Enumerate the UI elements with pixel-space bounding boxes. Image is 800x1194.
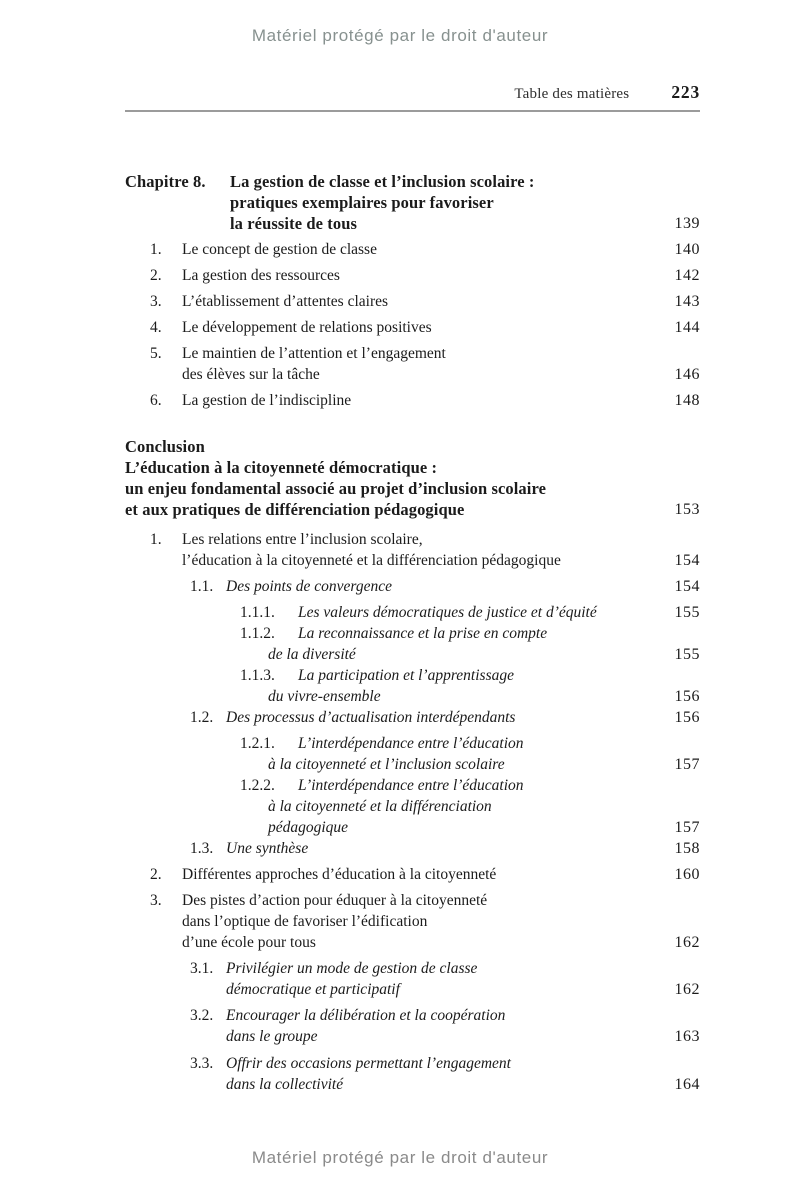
- running-title: Table des matières: [514, 86, 630, 102]
- toc-entry-text: L’établissement d’attentes claires: [182, 293, 389, 310]
- toc-entry-text: Des pistes d’action pour éduquer à la citoyenneté: [182, 892, 488, 909]
- toc-entry-line: [125, 958, 700, 979]
- toc-entry-number: 4.: [150, 319, 162, 336]
- toc-entry-line: [125, 291, 700, 312]
- toc-entry: [125, 707, 700, 728]
- toc-entry-line: [125, 796, 700, 817]
- toc-entry: [125, 171, 700, 234]
- toc-entry-line: [125, 457, 700, 478]
- toc-entry-number: 1.1.3.: [240, 667, 275, 684]
- toc-entry-line: [125, 686, 700, 707]
- toc-page-number: 160: [674, 866, 700, 883]
- toc-entry-number: 5.: [150, 345, 162, 362]
- toc-entry-line: [125, 192, 700, 213]
- toc-entry-number: 1.: [150, 241, 162, 258]
- toc-entry-line: [125, 1005, 700, 1026]
- toc-entry-text: L’interdépendance entre l’éducation: [298, 735, 524, 752]
- toc-page-number: 143: [674, 293, 700, 310]
- toc-page-number: 156: [674, 688, 700, 705]
- toc-entry-line: [125, 979, 700, 1000]
- toc-entry-text: Conclusion: [125, 437, 205, 456]
- toc-entry-text: L’interdépendance entre l’éducation: [298, 777, 524, 794]
- toc-entry-line: [125, 1053, 700, 1074]
- toc-entry-text: à la citoyenneté et l’inclusion scolaire: [268, 756, 505, 773]
- toc-page-number: 153: [674, 501, 700, 518]
- toc-entry-number: 3.: [150, 892, 162, 909]
- toc-entry-number: 2.: [150, 267, 162, 284]
- toc-entry-text: Les relations entre l’inclusion scolaire,: [182, 531, 423, 548]
- toc-entry-text: l’éducation à la citoyenneté et la différenciation pédagogique: [182, 552, 561, 569]
- toc-entry-text: Le maintien de l’attention et l’engagement: [182, 345, 446, 362]
- toc-entry: [125, 291, 700, 312]
- toc-entry-line: [125, 239, 700, 260]
- toc-entry-line: [125, 529, 700, 550]
- toc-entry: [125, 602, 700, 623]
- toc-entry-number: 1.2.1.: [240, 735, 275, 752]
- toc-entry-number: 1.: [150, 531, 162, 548]
- toc-entry-line: [125, 890, 700, 911]
- toc-page-number: 148: [674, 392, 700, 409]
- toc-entry-line: [125, 665, 700, 686]
- toc-entry-text: Une synthèse: [226, 840, 309, 857]
- toc-entry-text: La participation et l’apprentissage: [298, 667, 514, 684]
- toc-entry: [125, 775, 700, 838]
- toc-entry-text: dans l’optique de favoriser l’édification: [182, 913, 428, 930]
- toc-page-number: 140: [674, 241, 700, 258]
- toc-page-number: 162: [674, 934, 700, 951]
- toc-entry-number: 1.2.2.: [240, 777, 275, 794]
- toc-entry-text: La gestion de classe et l’inclusion scolaire :: [230, 172, 535, 191]
- toc-entry-line: [125, 213, 700, 234]
- header-rule: [125, 110, 700, 112]
- toc-entry: [125, 838, 700, 859]
- toc-entry-line: [125, 390, 700, 411]
- toc-entry: [125, 958, 700, 1000]
- toc-entry-line: [125, 364, 700, 385]
- toc-page-number: 146: [674, 366, 700, 383]
- toc-entry-number: 3.1.: [190, 960, 214, 977]
- toc-entry: [125, 317, 700, 338]
- toc-entry: [125, 733, 700, 775]
- toc-entry-text: Encourager la délibération et la coopération: [226, 1007, 506, 1024]
- toc-entry: [125, 529, 700, 571]
- toc-entry: [125, 1053, 700, 1095]
- toc-entry-line: [125, 436, 700, 457]
- toc-page-number: 155: [674, 604, 700, 621]
- toc-entry-text: pédagogique: [268, 819, 349, 836]
- toc-entry-number: 6.: [150, 392, 162, 409]
- toc-entry-text: la réussite de tous: [230, 214, 358, 233]
- toc-entry-number: 2.: [150, 866, 162, 883]
- toc-entry-line: [125, 1026, 700, 1047]
- toc-entry-text: dans le groupe: [226, 1028, 318, 1045]
- toc-entry-line: [125, 265, 700, 286]
- toc-entry-line: [125, 817, 700, 838]
- toc-entry-line: [125, 171, 700, 192]
- toc-entry-line: [125, 733, 700, 754]
- toc-entry-line: [125, 1074, 700, 1095]
- toc-entry: [125, 576, 700, 597]
- toc-page-number: 156: [674, 709, 700, 726]
- toc-page-number: 164: [674, 1076, 700, 1093]
- toc-page-number: 142: [674, 267, 700, 284]
- toc-entry: [125, 457, 700, 520]
- toc-page-number: 154: [674, 552, 700, 569]
- toc-entry-line: [125, 550, 700, 571]
- toc-entry-text: La reconnaissance et la prise en compte: [298, 625, 548, 642]
- toc-entry: [125, 239, 700, 260]
- toc-entry-text: L’éducation à la citoyenneté démocratique :: [125, 458, 438, 477]
- toc-page-number: 155: [674, 646, 700, 663]
- toc-entry: [125, 890, 700, 953]
- toc-entry-text: de la diversité: [268, 646, 356, 663]
- toc-entry-text: dans la collectivité: [226, 1076, 344, 1093]
- toc-entry-line: [125, 911, 700, 932]
- toc-entry-line: [125, 602, 700, 623]
- toc-entry-line: [125, 499, 700, 520]
- toc-page-number: 157: [674, 819, 700, 836]
- toc-entry-text: démocratique et participatif: [226, 981, 400, 998]
- toc-entry-text: La gestion des ressources: [182, 267, 340, 284]
- toc-entry-text: et aux pratiques de différenciation pédagogique: [125, 500, 465, 519]
- folio-page-number: 223: [671, 82, 700, 102]
- toc-entry-number: 1.1.2.: [240, 625, 275, 642]
- toc-entry-text: un enjeu fondamental associé au projet d’inclusion scolaire: [125, 479, 547, 498]
- toc-entry-line: [125, 707, 700, 728]
- toc-entry-line: [125, 754, 700, 775]
- toc-entry-line: [125, 576, 700, 597]
- toc-page-number: 158: [674, 840, 700, 857]
- toc-entry-line: [125, 478, 700, 499]
- toc-page-number: 154: [674, 578, 700, 595]
- toc-entry-text: Le concept de gestion de classe: [182, 241, 377, 258]
- toc-entry-text: du vivre-ensemble: [268, 688, 381, 705]
- toc-entry: [125, 265, 700, 286]
- toc-entry-text: pratiques exemplaires pour favoriser: [230, 193, 494, 212]
- toc-entry: [125, 436, 700, 457]
- toc-entry-line: [125, 932, 700, 953]
- toc-entry: [125, 343, 700, 385]
- toc-entry: [125, 864, 700, 885]
- toc-entry: [125, 623, 700, 665]
- toc-entry-text: Des processus d’actualisation interdépendants: [226, 709, 516, 726]
- page-header: [514, 82, 700, 103]
- toc-entry-line: [125, 775, 700, 796]
- toc-page-number: 162: [674, 981, 700, 998]
- toc-entry-text: Des points de convergence: [226, 578, 392, 595]
- toc-entry-line: [125, 623, 700, 644]
- toc-entry-number: 1.1.: [190, 578, 214, 595]
- toc-page-number: 139: [674, 215, 700, 232]
- table-of-contents: [125, 171, 700, 1095]
- toc-entry-text: des élèves sur la tâche: [182, 366, 320, 383]
- toc-entry-line: [125, 864, 700, 885]
- toc-entry: [125, 1005, 700, 1047]
- toc-entry-text: Le développement de relations positives: [182, 319, 432, 336]
- toc-entry: [125, 390, 700, 411]
- toc-entry-number: 1.2.: [190, 709, 214, 726]
- toc-page-number: 163: [674, 1028, 700, 1045]
- toc-entry-text: Offrir des occasions permettant l’engagement: [226, 1055, 511, 1072]
- toc-entry-text: à la citoyenneté et la différenciation: [268, 798, 492, 815]
- toc-entry-number: 1.3.: [190, 840, 214, 857]
- toc-entry-number: 3.2.: [190, 1007, 214, 1024]
- toc-entry-line: [125, 343, 700, 364]
- toc-entry-number: 1.1.1.: [240, 604, 275, 621]
- toc-entry-number: Chapitre 8.: [125, 172, 206, 191]
- toc-entry-text: d’une école pour tous: [182, 934, 316, 951]
- toc-entry-line: [125, 317, 700, 338]
- toc-entry-number: 3.: [150, 293, 162, 310]
- copyright-watermark-top: Matériel protégé par le droit d'auteur: [251, 26, 549, 45]
- toc-entry-text: Les valeurs démocratiques de justice et d’équité: [298, 604, 597, 621]
- toc-page-number: 144: [674, 319, 700, 336]
- toc-entry-line: [125, 644, 700, 665]
- toc-page-number: 157: [674, 756, 700, 773]
- toc-entry-line: [125, 838, 700, 859]
- toc-entry: [125, 665, 700, 707]
- toc-entry-text: Privilégier un mode de gestion de classe: [226, 960, 478, 977]
- toc-entry-text: La gestion de l’indiscipline: [182, 392, 352, 409]
- copyright-watermark-bottom: Matériel protégé par le droit d'auteur: [251, 1148, 549, 1167]
- toc-entry-text: Différentes approches d’éducation à la citoyenneté: [182, 866, 497, 883]
- toc-entry-number: 3.3.: [190, 1055, 214, 1072]
